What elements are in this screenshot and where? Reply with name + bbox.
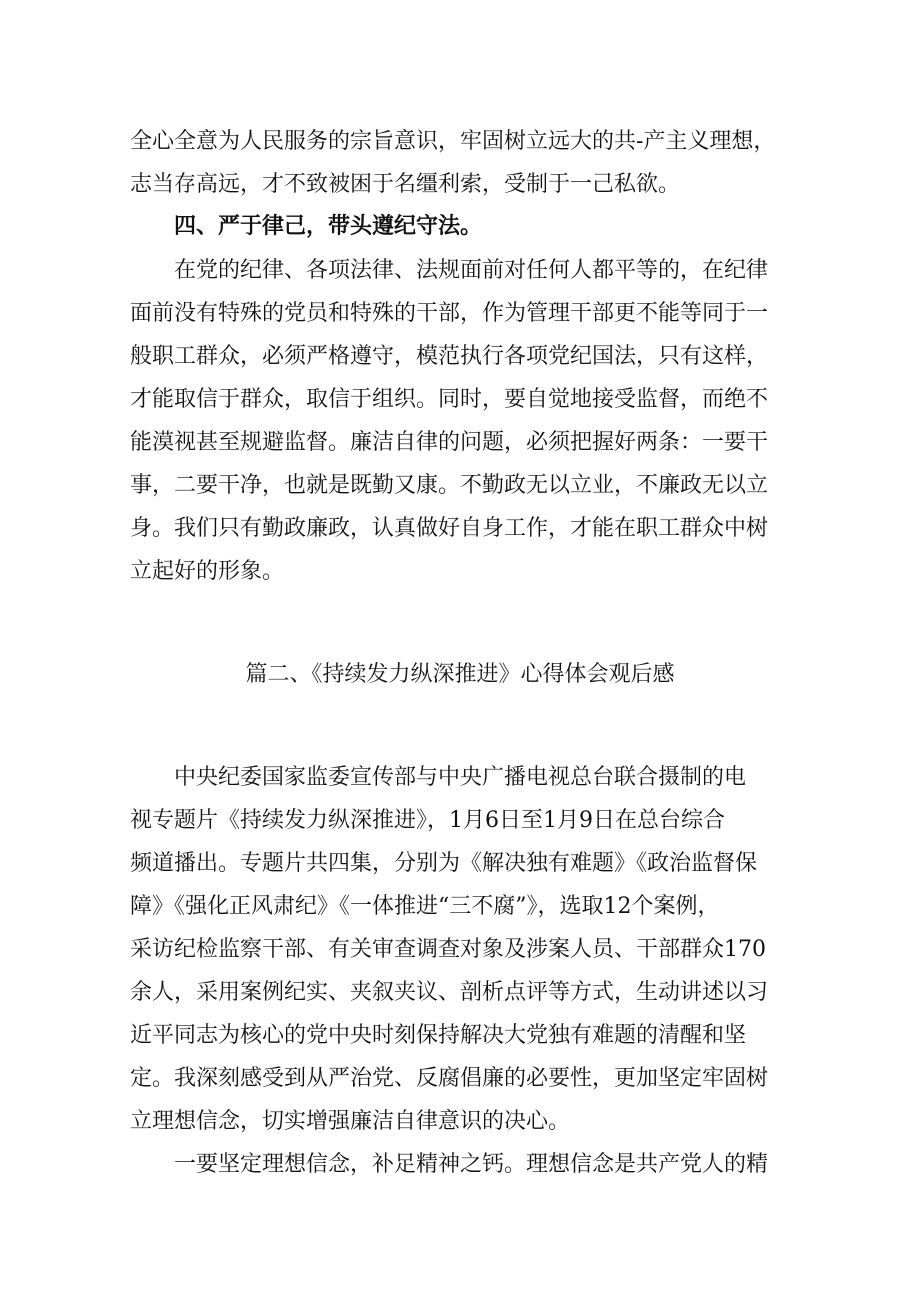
paragraph-line: 余人，采用案例纪实、夹叙夹议、剖析点评等方式，生动讲述以习 bbox=[130, 980, 769, 1005]
section-title: 篇二、《持续发力纵深推进》心得体会观后感 bbox=[245, 662, 675, 687]
paragraph-line: 面前没有特殊的党员和特殊的干部，作为管理干部更不能等同于一 bbox=[130, 301, 769, 326]
paragraph-line: 才能取信于群众，取信于组织。同时，要自觉地接受监督，而绝不 bbox=[130, 387, 769, 412]
paragraph-line: 障》《强化正风肃纪》《一体推进“三不腐”》，选取12个案例， bbox=[130, 894, 720, 919]
paragraph-line: 视专题片《持续发力纵深推进》，1月6日至1月9日在总台综合 bbox=[130, 808, 725, 833]
paragraph-line: 采访纪检监察干部、有关审查调查对象及涉案人员、干部群众170 bbox=[130, 937, 766, 962]
paragraph-line: 般职工群众，必须严格遵守，模范执行各项党纪国法，只有这样， bbox=[130, 344, 769, 369]
section-heading-four: 四、严于律己，带头遵纪守法。 bbox=[174, 214, 483, 239]
paragraph-line: 定。我深刻感受到从严治党、反腐倡廉的必要性，更加坚定牢固树 bbox=[130, 1066, 769, 1091]
paragraph-line: 在党的纪律、各项法律、法规面前对任何人都平等的，在纪律 bbox=[174, 258, 769, 283]
paragraph-line: 志当存高远，才不致被困于名缰利索，受制于一己私欲。 bbox=[130, 172, 681, 197]
paragraph-line: 立理想信念，切实增强廉洁自律意识的决心。 bbox=[130, 1109, 571, 1134]
paragraph-line: 事，二要干净，也就是既勤又康。不勤政无以立业，不廉政无以立 bbox=[130, 473, 769, 498]
paragraph-line: 近平同志为核心的党中央时刻保持解决大党独有难题的清醒和坚 bbox=[130, 1023, 747, 1048]
paragraph-line: 全心全意为人民服务的宗旨意识，牢固树立远大的共-产主义理想， bbox=[130, 129, 776, 154]
paragraph-line: 能漠视甚至规避监督。廉洁自律的问题，必须把握好两条：一要干 bbox=[130, 430, 769, 455]
paragraph-line: 身。我们只有勤政廉政，认真做好自身工作，才能在职工群众中树 bbox=[130, 516, 769, 541]
paragraph-line: 立起好的形象。 bbox=[130, 559, 285, 584]
paragraph-line: 一要坚定理想信念，补足精神之钙。理想信念是共产党人的精 bbox=[174, 1152, 769, 1177]
paragraph-line: 中央纪委国家监委宣传部与中央广播电视总台联合摄制的电 bbox=[174, 765, 747, 790]
paragraph-line: 频道播出。专题片共四集，分别为《解决独有难题》《政治监督保 bbox=[130, 851, 758, 876]
